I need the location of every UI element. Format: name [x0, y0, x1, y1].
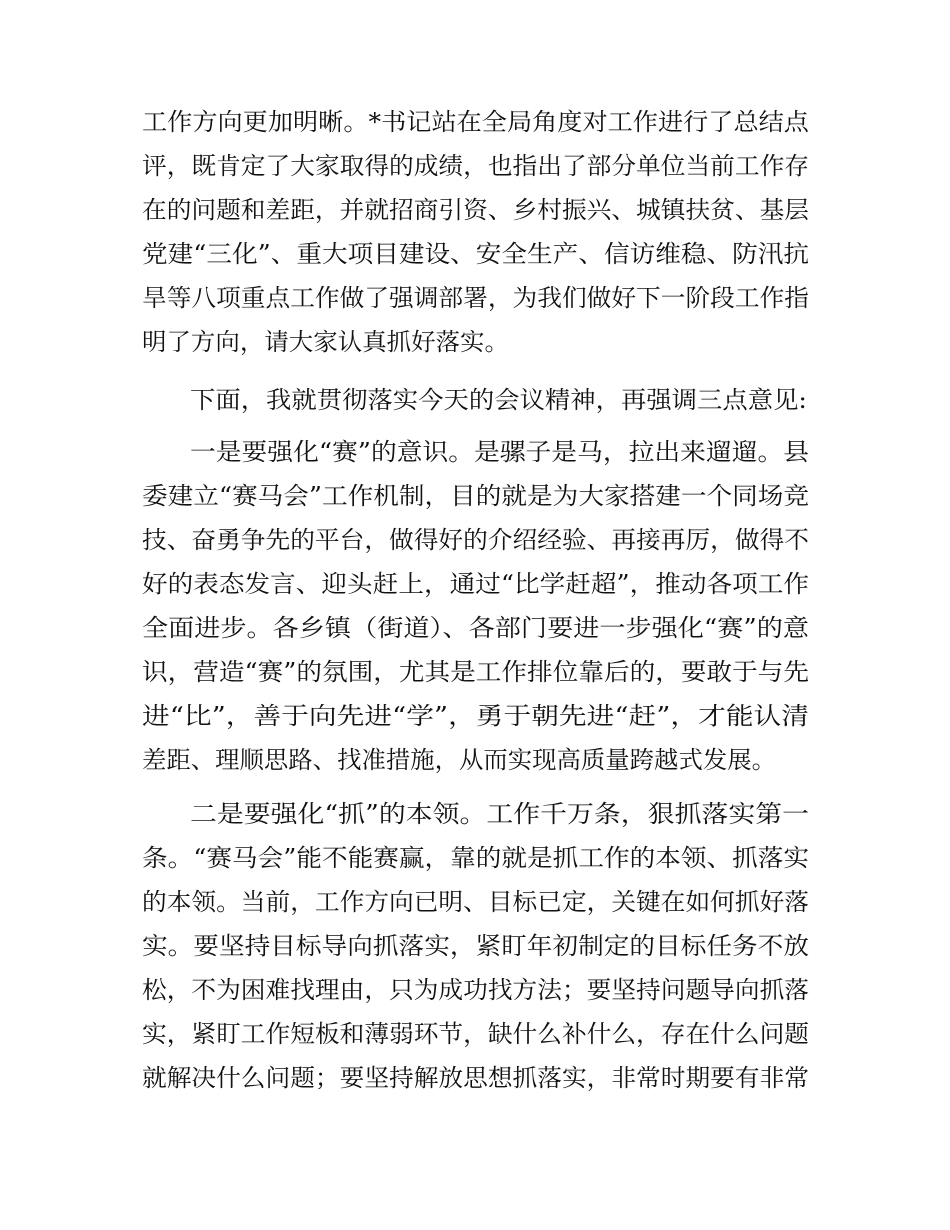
text-line: [142, 107, 809, 137]
text-line-content: 党建“三化”、重大项目建设、安全生产、信访维稳、防汛抗: [142, 240, 810, 268]
text-line: [142, 327, 509, 357]
text-line: [142, 745, 776, 775]
text-line: [142, 931, 809, 961]
text-line-content: 的本领。当前，工作方向已明、目标已定，关键在如何抓好落: [142, 888, 809, 916]
text-line: [142, 569, 810, 599]
text-line-content: 委建立“赛马会”工作机制，目的就是为大家搭建一个同场竞: [142, 482, 810, 510]
text-line: [142, 843, 810, 873]
text-line: [142, 481, 810, 511]
text-line: [190, 385, 807, 415]
text-line-content: 下面，我就贯彻落实今天的会议精神，再强调三点意见:: [190, 386, 807, 414]
text-line-content: 差距、理顺思路、找准措施，从而实现高质量跨越式发展。: [142, 746, 776, 774]
text-line-content: 松，不为困难找理由，只为成功找方法；要坚持问题导向抓落: [142, 976, 809, 1004]
text-line-content: 就解决什么问题；要坚持解放思想抓落实，非常时期要有非常: [142, 1064, 809, 1092]
text-line-content: 识，营造“赛”的氛围，尤其是工作排位靠后的，要敢于与先: [142, 658, 810, 686]
text-line: [142, 701, 809, 731]
text-line: [142, 1019, 809, 1049]
text-line: [190, 437, 809, 467]
text-line-content: 实，紧盯工作短板和薄弱环节，缺什么补什么，存在什么问题: [142, 1020, 809, 1048]
text-line: [142, 151, 809, 181]
text-line: [142, 1063, 809, 1093]
text-line-content: 在的问题和差距，并就招商引资、乡村振兴、城镇扶贫、基层: [142, 196, 809, 224]
text-line: [142, 887, 809, 917]
text-line-content: 好的表态发言、迎头赶上，通过“比学赶超”，推动各项工作: [142, 570, 810, 598]
text-line: [190, 799, 810, 829]
text-line-content: 二是要强化“抓”的本领。工作千万条，狠抓落实第一: [190, 800, 810, 828]
text-line: [142, 657, 810, 687]
text-line-content: 实。要坚持目标导向抓落实，紧盯年初制定的目标任务不放: [142, 932, 809, 960]
text-line-content: 技、奋勇争先的平台，做得好的介绍经验、再接再厉，做得不: [142, 526, 809, 554]
text-line-content: 评，既肯定了大家取得的成绩，也指出了部分单位当前工作存: [142, 152, 809, 180]
text-line-content: 旱等八项重点工作做了强调部署，为我们做好下一阶段工作指: [142, 284, 809, 312]
text-line: [142, 613, 810, 643]
text-line-content: 进“比”，善于向先进“学”，勇于朝先进“赶”，才能认清: [142, 702, 809, 730]
text-line: [142, 525, 809, 555]
text-line: [142, 975, 809, 1005]
text-line-content: 条。“赛马会”能不能赛赢，靠的就是抓工作的本领、抓落实: [142, 844, 810, 872]
text-line-content: 明了方向，请大家认真抓好落实。: [142, 328, 509, 356]
text-line-content: 工作方向更加明晰。*书记站在全局角度对工作进行了总结点: [142, 108, 809, 136]
text-line: [142, 283, 809, 313]
text-line: [142, 239, 810, 269]
text-line: [142, 195, 809, 225]
text-line-content: 全面进步。各乡镇（街道）、各部门要进一步强化“赛”的意: [142, 614, 810, 642]
text-line-content: 一是要强化“赛”的意识。是骡子是马，拉出来遛遛。县: [190, 438, 809, 466]
